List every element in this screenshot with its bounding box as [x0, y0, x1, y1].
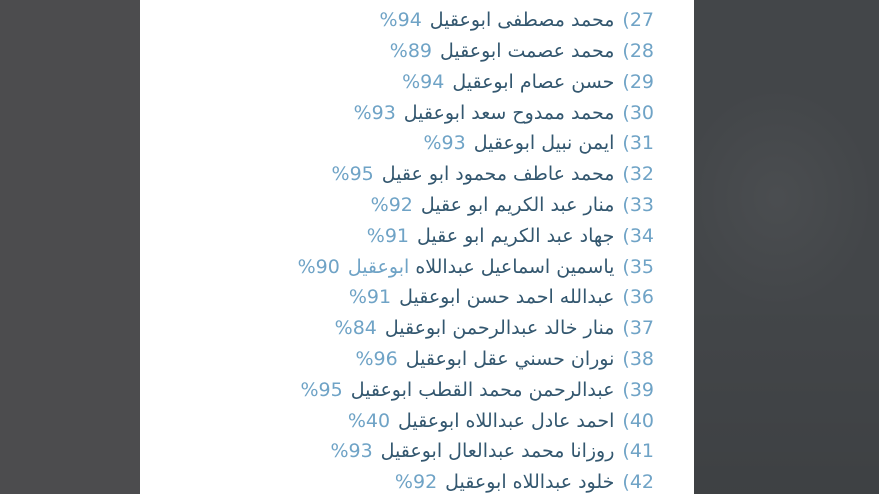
row-name: نوران حسني عقل ابوعقيل — [406, 348, 615, 370]
list-row — [140, 251, 654, 282]
list-row — [140, 344, 654, 375]
row-name: روزانا محمد عبدالعال ابوعقيل — [381, 440, 615, 462]
row-name: محمد مصطفى ابوعقيل — [430, 9, 615, 31]
row-percent: %95 — [300, 379, 342, 401]
row-number: (34 — [622, 225, 654, 247]
row-name: خلود عبداللاه ابوعقيل — [445, 471, 614, 493]
list-row — [140, 436, 654, 467]
row-name: احمد عادل عبداللاه ابوعقيل — [398, 410, 614, 432]
row-number: (29 — [622, 71, 654, 93]
list-row — [140, 282, 654, 313]
row-percent: %95 — [332, 163, 374, 185]
list-row — [140, 128, 654, 159]
row-name: ياسمين اسماعيل عبداللاه ابوعقيل — [348, 256, 615, 278]
row-percent: %96 — [355, 348, 397, 370]
list-row — [140, 66, 654, 97]
row-percent: %91 — [367, 225, 409, 247]
row-name: جهاد عبد الكريم ابو عقيل — [417, 225, 614, 247]
row-percent: %94 — [380, 9, 422, 31]
row-number: (41 — [622, 440, 654, 462]
row-number: (40 — [622, 410, 654, 432]
row-number: (38 — [622, 348, 654, 370]
row-number: (31 — [622, 132, 654, 154]
row-percent: %92 — [371, 194, 413, 216]
row-name: عبدالله احمد حسن ابوعقيل — [399, 286, 614, 308]
row-percent: %84 — [335, 317, 377, 339]
row-name: محمد عاطف محمود ابو عقيل — [382, 163, 615, 185]
row-percent: %91 — [349, 286, 391, 308]
row-number: (35 — [622, 256, 654, 278]
list-row — [140, 374, 654, 405]
row-percent: %90 — [298, 256, 340, 278]
row-name: محمد عصمت ابوعقيل — [440, 40, 614, 62]
list-row — [140, 220, 654, 251]
list-row — [140, 190, 654, 221]
list-row — [140, 313, 654, 344]
list-row — [140, 467, 654, 498]
row-percent: %92 — [395, 471, 437, 493]
row-number: (30 — [622, 102, 654, 124]
row-name: ايمن نبيل ابوعقيل — [474, 132, 615, 154]
row-number: (27 — [622, 9, 654, 31]
name-score-list — [140, 0, 694, 498]
row-number: (36 — [622, 286, 654, 308]
list-row — [140, 159, 654, 190]
list-row — [140, 97, 654, 128]
message-list-area — [140, 0, 694, 494]
row-number: (42 — [622, 471, 654, 493]
row-number: (37 — [622, 317, 654, 339]
row-percent: %89 — [390, 40, 432, 62]
left-dark-panel — [0, 0, 140, 494]
list-row — [140, 36, 654, 67]
row-name: محمد ممدوح سعد ابوعقيل — [404, 102, 615, 124]
row-name: عبدالرحمن محمد القطب ابوعقيل — [351, 379, 615, 401]
row-name: منار عبد الكريم ابو عقيل — [421, 194, 615, 216]
row-percent: %93 — [423, 132, 465, 154]
right-dark-panel — [694, 0, 879, 494]
row-number: (28 — [622, 40, 654, 62]
row-number: (33 — [622, 194, 654, 216]
row-number: (32 — [622, 163, 654, 185]
row-percent: %93 — [354, 102, 396, 124]
list-row — [140, 405, 654, 436]
list-row — [140, 5, 654, 36]
row-percent: %93 — [330, 440, 372, 462]
row-name-highlighted-surname[interactable]: ابوعقيل — [348, 256, 409, 278]
row-number: (39 — [622, 379, 654, 401]
row-percent: %94 — [402, 71, 444, 93]
row-name: منار خالد عبدالرحمن ابوعقيل — [385, 317, 615, 339]
row-percent: %40 — [348, 410, 390, 432]
row-name: حسن عصام ابوعقيل — [452, 71, 614, 93]
